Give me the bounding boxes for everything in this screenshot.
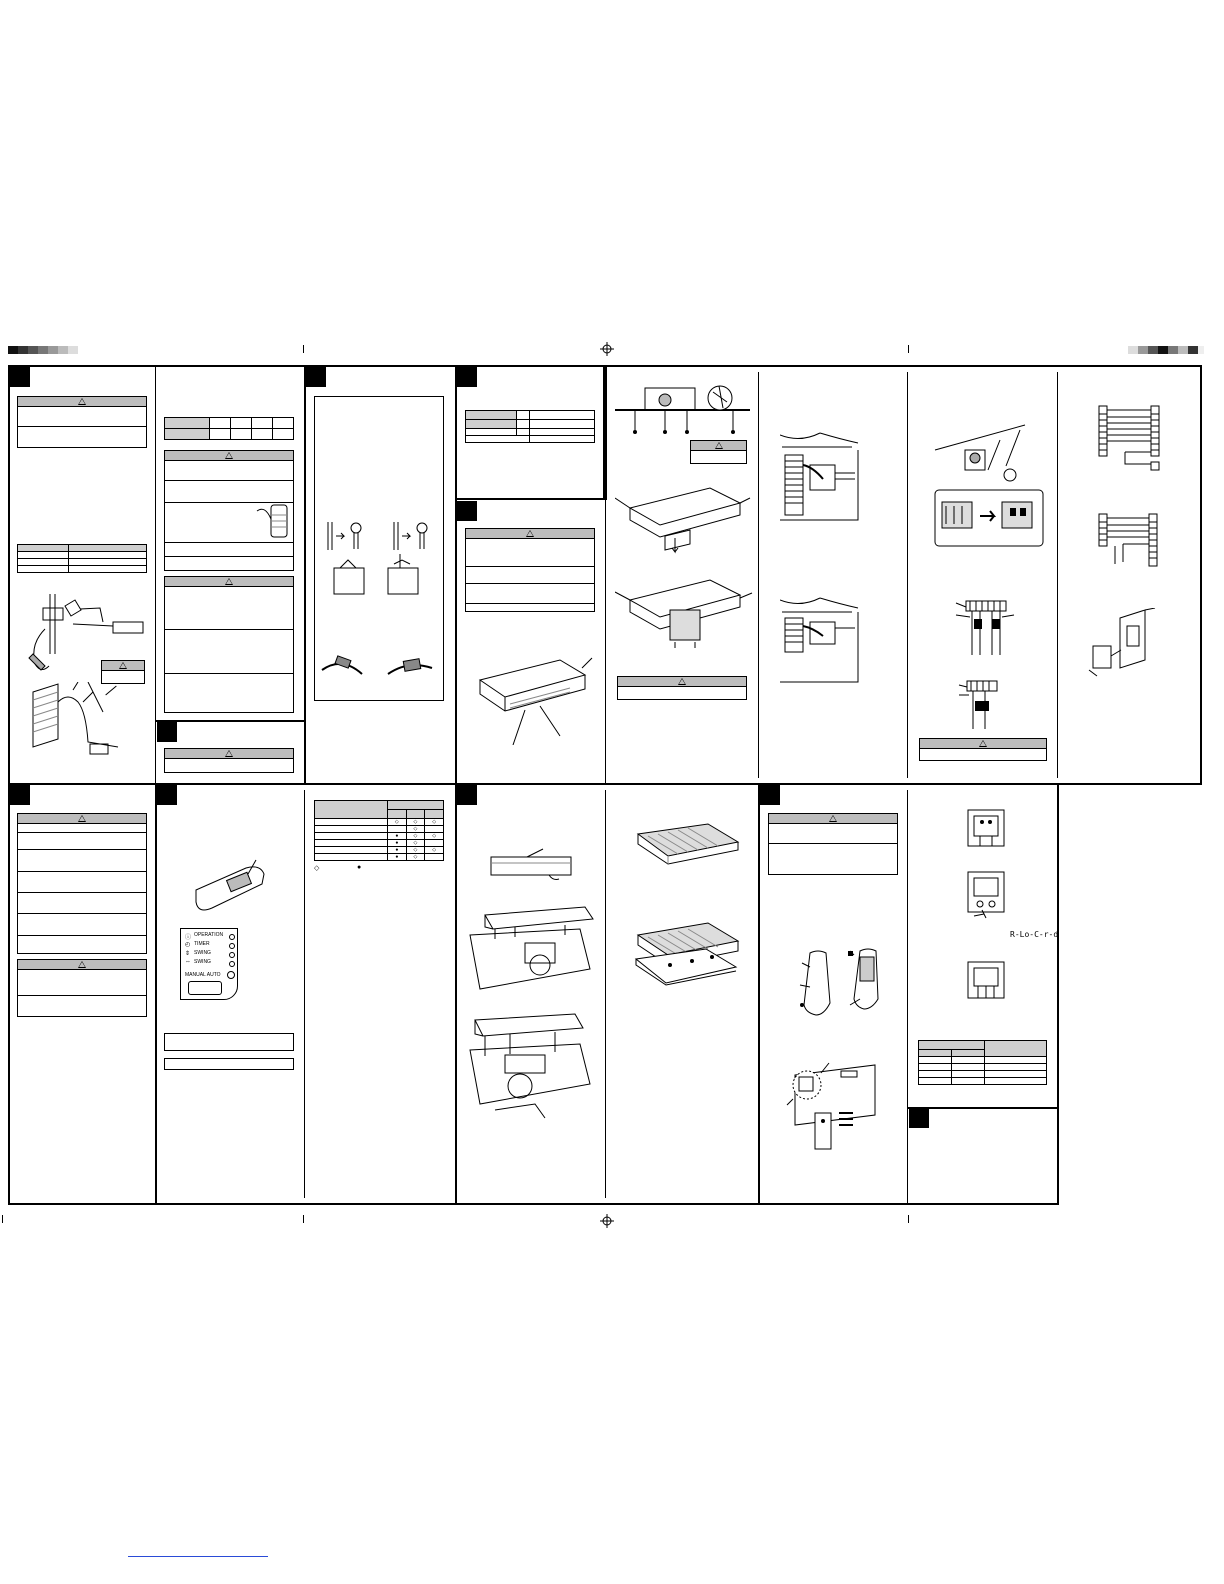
warning-box <box>164 576 294 713</box>
section-marker <box>457 785 477 805</box>
column-divider <box>758 785 760 1203</box>
warning-box <box>17 813 147 954</box>
crop-mark <box>908 345 909 353</box>
column-divider <box>455 785 457 1203</box>
section-marker <box>157 785 177 805</box>
pipe-spec-table <box>164 417 294 440</box>
led-label: OPERATION <box>194 932 224 938</box>
column-divider <box>907 372 908 778</box>
panel-installation-illustration <box>465 1010 600 1120</box>
bottom-right-blank <box>1059 785 1204 1207</box>
remote-holder-mounting-illustration <box>780 945 890 1025</box>
led-row <box>185 941 237 950</box>
outdoor-unit-connection-illustration <box>28 682 128 762</box>
led-label: TIMER <box>194 941 210 947</box>
remote-address-setting-illustration <box>785 1055 885 1155</box>
control-board-dip-switch-illustration <box>930 420 1050 550</box>
display-step-3-illustration <box>962 960 1012 1000</box>
section-marker <box>306 367 326 387</box>
spec-table <box>17 544 147 573</box>
column-divider <box>304 790 305 1198</box>
column-divider <box>758 372 759 778</box>
caution-box <box>919 738 1047 761</box>
note-box <box>164 1058 294 1070</box>
caution-box <box>17 959 147 1017</box>
led-indicator <box>229 952 235 958</box>
column-divider <box>304 367 306 783</box>
wiring-diagram-1 <box>1095 402 1165 472</box>
led-indicator <box>229 934 235 940</box>
legend-open-symbol: ◇ <box>314 865 320 872</box>
registration-target-icon <box>600 1214 614 1228</box>
caution-box <box>101 660 145 684</box>
specification-table <box>465 410 595 443</box>
column-divider <box>1057 372 1058 778</box>
remote-controller-illustration <box>192 858 272 918</box>
led-indicator <box>229 943 235 949</box>
note-box <box>164 1033 294 1051</box>
footer-link-underline[interactable] <box>128 1556 268 1557</box>
sheet-bottom-edge <box>8 1203 1059 1205</box>
ring-terminal-crimp-illustration <box>322 518 440 608</box>
crop-mark <box>303 1215 304 1223</box>
manual-auto-button[interactable] <box>227 971 235 979</box>
display-readout: R-Lo-C-r-d <box>1010 930 1059 939</box>
warning-box <box>164 748 294 773</box>
function-matrix-table: ◇ ◇ ◇ ◇ ● ◇ ◇ ● ◇ ● ◇ ◇ ● ◇ <box>314 800 444 861</box>
warning-box <box>768 813 898 875</box>
crop-mark <box>2 1215 3 1223</box>
manual-auto-label: MANUAL AUTO <box>185 972 221 978</box>
crop-mark <box>303 345 304 353</box>
grille-illustration <box>632 820 747 890</box>
section-marker <box>760 785 780 805</box>
grille-installation-illustration <box>632 915 747 1005</box>
panel-removal-illustration <box>465 895 600 995</box>
crop-mark <box>908 1215 909 1223</box>
led-row <box>185 950 237 959</box>
display-step-2-illustration <box>962 870 1012 920</box>
power-icon: ⓘ <box>185 935 192 941</box>
column-divider <box>605 367 607 500</box>
color-registration-strip-right <box>1128 341 1204 349</box>
led-label: SWING <box>194 959 211 965</box>
section-marker <box>457 501 477 521</box>
section-marker <box>10 367 30 387</box>
indicator-panel <box>180 928 238 1000</box>
legend-filled-symbol: ● <box>357 864 362 871</box>
led-label: SWING <box>194 950 211 956</box>
color-registration-strip-left <box>8 341 84 349</box>
column-divider <box>907 790 908 1203</box>
warning-box <box>17 396 147 448</box>
section-marker <box>909 1108 929 1128</box>
swing-icon: ⇕ <box>185 951 191 957</box>
address-table <box>918 1040 1047 1085</box>
terminal-block-wiring-illustration-2 <box>780 590 860 690</box>
wall-mounting-illustration <box>1085 608 1160 688</box>
terminal-block-wiring-illustration <box>780 425 860 525</box>
oil-bottle-illustration <box>255 501 291 541</box>
connector-wiring-illustration <box>950 595 1020 655</box>
registration-target-icon <box>600 342 614 356</box>
section-divider <box>155 720 304 722</box>
led-indicator <box>229 961 235 967</box>
section-marker <box>10 785 30 805</box>
column-divider <box>155 785 157 1203</box>
swing-horizontal-icon: ⇔ <box>185 959 191 965</box>
suspension-bolt-illustration <box>615 380 755 440</box>
timer-icon: ◴ <box>185 942 191 948</box>
display-step-1-illustration <box>962 808 1012 848</box>
indoor-unit-illustration <box>470 650 595 745</box>
drain-connection-illustration <box>615 570 755 650</box>
wiring-diagram-2 <box>1095 510 1165 570</box>
caution-box <box>690 440 747 464</box>
column-divider <box>605 500 606 783</box>
filter-panel-illustration <box>487 845 577 885</box>
section-marker <box>157 722 177 742</box>
unit-hanging-illustration <box>615 478 755 558</box>
connector-wiring-illustration-2 <box>955 675 1005 730</box>
section-divider <box>907 1107 1057 1109</box>
led-row <box>185 932 237 941</box>
receiver-window <box>188 981 222 995</box>
row-divider <box>8 783 1202 785</box>
cable-tape-illustration <box>318 640 440 690</box>
led-row <box>185 959 237 968</box>
caution-box <box>617 676 747 700</box>
column-divider <box>605 790 606 1198</box>
sheet-right-edge-lower <box>1057 783 1059 1205</box>
warning-box <box>465 528 595 612</box>
